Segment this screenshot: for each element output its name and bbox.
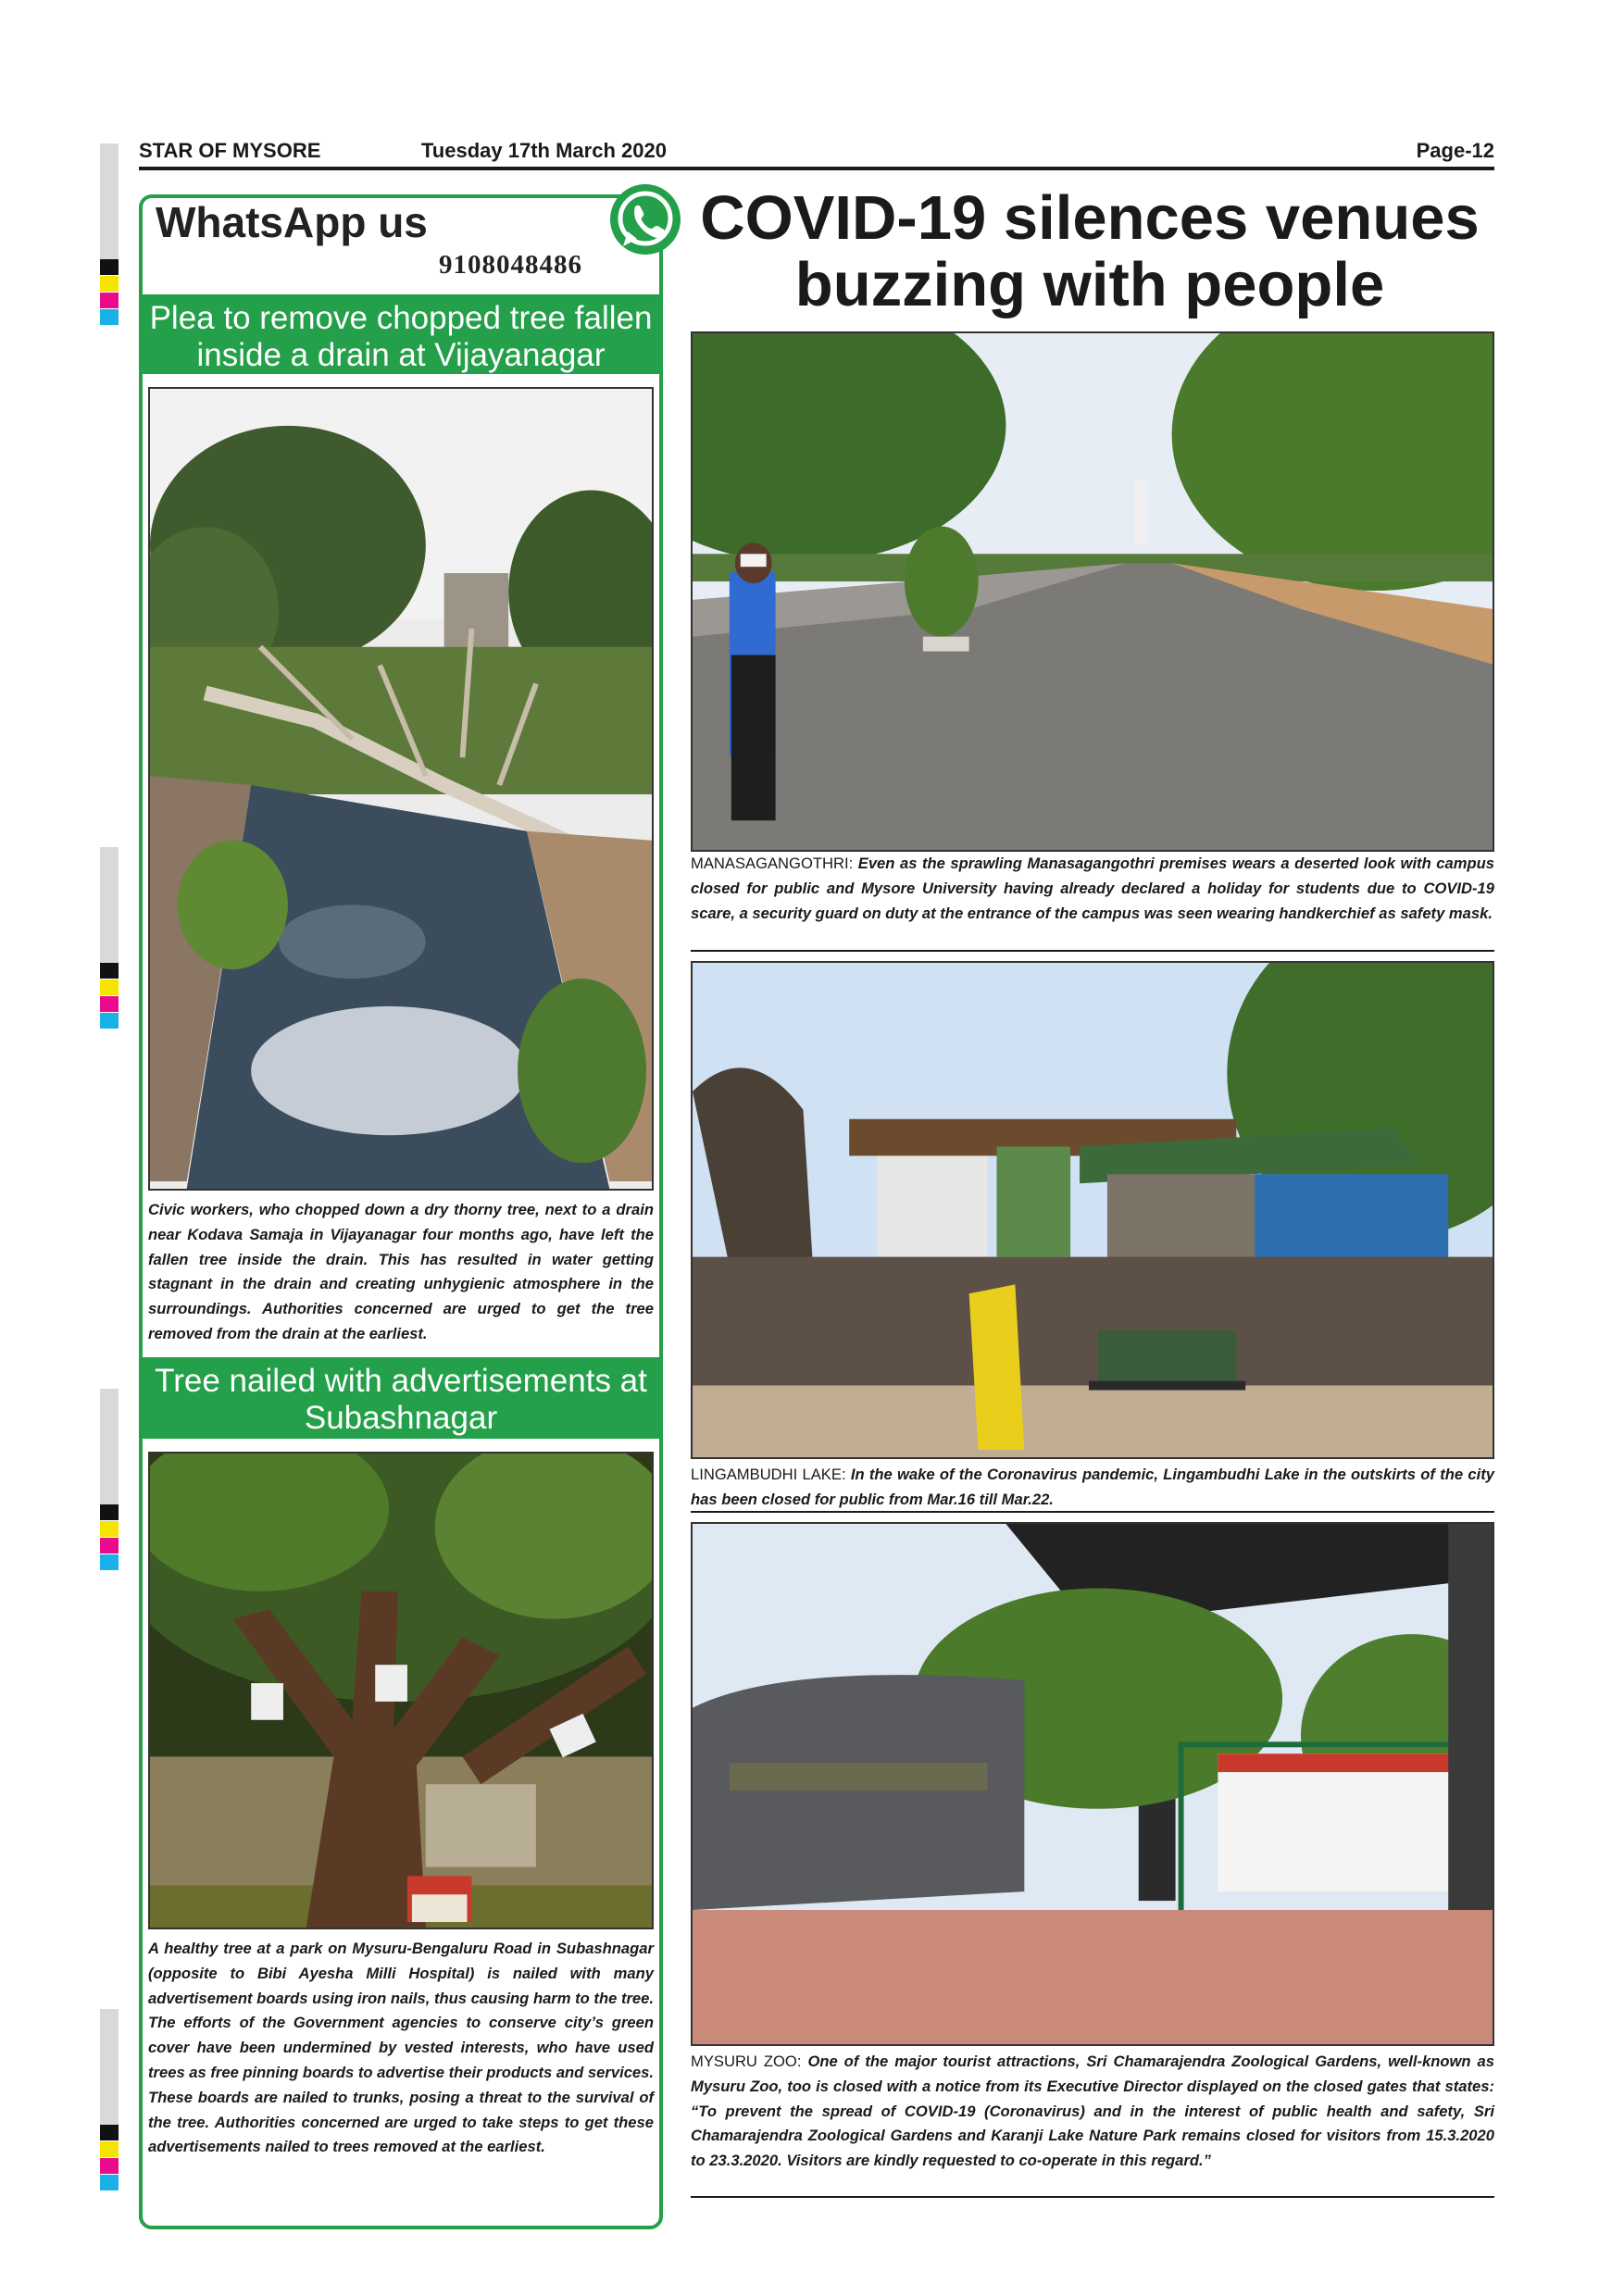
caption-mysuru-zoo [691, 2050, 1494, 2174]
page-number: Page-12 [1416, 139, 1494, 162]
whatsapp-number: 9108048486 [439, 250, 582, 280]
photo-mysuru-zoo [691, 1522, 1494, 2046]
caption-rule [691, 2196, 1494, 2198]
header-rule [139, 167, 1494, 170]
photo-manasagangothri [691, 331, 1494, 852]
photo-lingambudhi-lake [691, 961, 1494, 1459]
caption-rule [691, 950, 1494, 952]
story1-caption: Civic workers, who chopped down a dry thorny tree, next to a drain near Kodava Samaja in Vijayanagar four months ago, have left the fallen tree inside the drain. This has resulted in water getting stagnant in the drain and creating unhygienic atmosphere in the surroundings. Authorities concerned are urged to get the tree removed from the drain at the earliest. [148, 1201, 654, 1342]
caption-lingambudhi [691, 1463, 1494, 1513]
story1-headline: Plea to remove chopped tree fallen inside a drain at Vijayanagar [141, 294, 661, 374]
caption-manasagangothri [691, 852, 1494, 926]
photo-tree-with-ads [148, 1452, 654, 1929]
story2-caption: A healthy tree at a park on Mysuru-Bengaluru Road in Subashnagar (opposite to Bibi Ayesha Milli Hospital) is nailed with many advertisement boards using iron nails, thus causing harm to the tree. The efforts of the Government agencies to conserve city’s green cover have been undermined by vested interests, who have used trees as free pinning boards to advertise their products and services. These boards are nailed to trunks, posing a threat to the survival of the tree. Authorities concerned are urged to take steps to get these advertisements nailed to trees removed at the earliest. [148, 1940, 654, 2156]
caption-label: MANASAGANGOTHRI: [691, 855, 854, 872]
caption-text: Even as the sprawling Manasagangothri premises wears a deserted look with campus closed for public and Mysore University having already declared a holiday for students due to COVID-19 scare, a security guard on duty at the entrance of the campus was seen wearing handkerchief as safety mask. [691, 855, 1494, 922]
newspaper-name: STAR OF MYSORE [139, 139, 321, 162]
whatsapp-title: WhatsApp us [156, 198, 428, 246]
caption-rule [691, 1511, 1494, 1513]
caption-label: MYSURU ZOO: [691, 2053, 802, 2070]
story2-headline: Tree nailed with advertisements at Subashnagar [141, 1357, 661, 1439]
caption-text: In the wake of the Coronavirus pandemic, Lingambudhi Lake in the outskirts of the city has been closed for public from Mar.16 till Mar.22. [691, 1466, 1494, 1508]
issue-date: Tuesday 17th March 2020 [421, 139, 667, 162]
caption-text: One of the major tourist attractions, Sri Chamarajendra Zoological Gardens, well-known as Mysuru Zoo, too is closed with a notice from its Executive Director displayed on the closed gates that states: “To prevent the spread of COVID-19 (Coronavirus) and in the interest of public health and safety, Sri Chamarajendra Zoological Gardens and Karanji Lake Nature Park remains closed for visitors from 15.3.2020 to 23.3.2020. Visitors are kindly requested to co-operate in this regard.” [691, 2053, 1494, 2170]
caption-label: LINGAMBUDHI LAKE: [691, 1466, 846, 1483]
main-headline: COVID-19 silences venues buzzing with people [700, 183, 1480, 319]
whatsapp-logo-icon [607, 181, 683, 257]
photo-fallen-tree-drain [148, 387, 654, 1191]
